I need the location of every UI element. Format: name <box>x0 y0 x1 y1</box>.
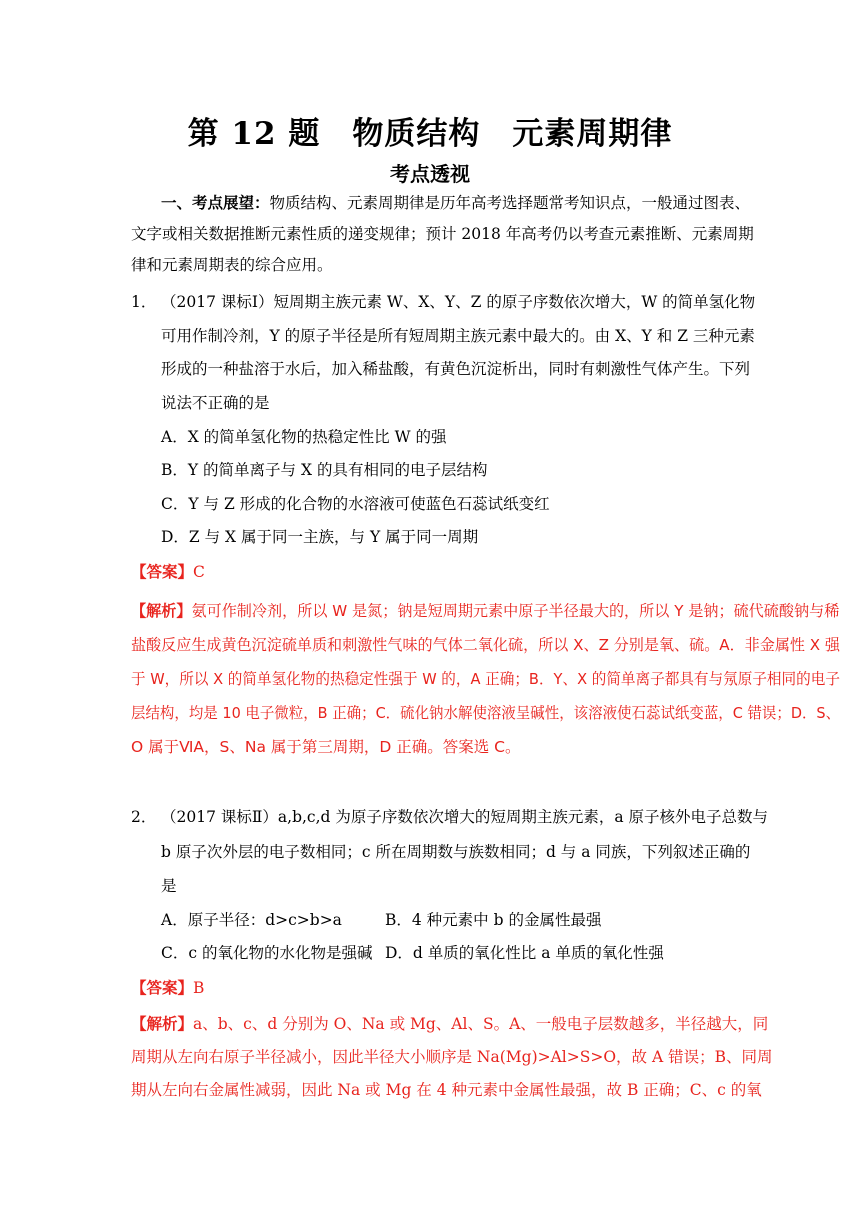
intro-line-2: 文字或相关数据推断元素性质的递变规律；预计 2018 年高考仍以考查元素推断、元素周期 <box>131 225 754 243</box>
q2-analysis-line: 期从左向右金属性减弱，因此 Na 或 Mg 在 4 种元素中金属性最强，故 B 正确；C、c 的氧 <box>131 1081 762 1099</box>
q1-stem-line: 形成的一种盐溶于水后，加入稀盐酸，有黄色沉淀析出，同时有刺激性气体产生。下列 <box>161 360 751 378</box>
q2-analysis-line: 周期从左向右原子半径减小，因此半径大小顺序是 Na(Mg)>Al>S>O，故 A 错误；B、同周 <box>131 1048 773 1066</box>
q2-number: 2． <box>131 808 157 826</box>
q1-option-d: D．Z 与 X 属于同一主族，与 Y 属于同一周期 <box>161 528 479 546</box>
page-subtitle: 考点透视 <box>390 162 470 186</box>
q2-option-d: D．d 单质的氧化性比 a 单质的氧化性强 <box>385 944 664 962</box>
q2-answer-label: 【答案】 <box>131 978 194 997</box>
q1-analysis-line: O 属于ⅥA，S、Na 属于第三周期，D 正确。答案选 C。 <box>131 738 521 756</box>
q1-option-a: A．X 的简单氢化物的热稳定性比 W 的强 <box>161 428 447 446</box>
q2-option-a: A．原子半径：d>c>b>a <box>161 911 342 929</box>
q1-analysis-line: 层结构，均是 10 电子微粒，B 正确；C．硫化钠水解使溶液呈碱性，该溶液使石蕊试纸变蓝，C 错误；D．S、 <box>131 704 841 722</box>
q1-option-b: B．Y 的简单离子与 X 的具有相同的电子层结构 <box>161 461 488 479</box>
q1-analysis-line: 盐酸反应生成黄色沉淀硫单质和刺激性气味的气体二氧化硫，所以 X、Z 分别是氧、硫。A．非金属性 X 强 <box>131 636 840 654</box>
q1-analysis-line: 于 W，所以 X 的简单氢化物的热稳定性强于 W 的，A 正确；B．Y、X 的简单离子都具有与氖原子相同的电子 <box>131 670 840 688</box>
q1-option-c: C．Y 与 Z 形成的化合物的水溶液可使蓝色石蕊试纸变红 <box>161 495 550 513</box>
q1-answer-value: C <box>193 563 205 581</box>
q1-analysis-line: 【解析】氨可作制冷剂，所以 W 是氮；钠是短周期元素中原子半径最大的，所以 Y 是钠；硫代硫酸钠与稀 <box>131 602 840 620</box>
intro-line-3: 律和元素周期表的综合应用。 <box>131 256 333 274</box>
q2-stem-line: 是 <box>161 877 177 895</box>
q1-stem-line: 说法不正确的是 <box>161 394 270 412</box>
q2-answer <box>131 979 204 998</box>
q1-answer-label: 【答案】 <box>131 562 194 581</box>
q1-number: 1． <box>131 293 157 311</box>
intro-line-1: 一、考点展望：物质结构、元素周期律是历年高考选择题常考知识点，一般通过图表、 <box>161 193 751 212</box>
q2-option-c: C．c 的氧化物的水化物是强碱 <box>161 944 373 962</box>
q1-stem-line: （2017 课标Ⅰ）短周期主族元素 W、X、Y、Z 的原子序数依次增大，W 的简单氢化物 <box>161 293 756 311</box>
q1-answer <box>131 563 205 582</box>
page-title: 第 12 题 物质结构 元素周期律 <box>187 116 673 152</box>
q1-analysis-label: 【解析】 <box>131 602 192 620</box>
q2-analysis-line: 【解析】a、b、c、d 分别为 O、Na 或 Mg、Al、S。A、一般电子层数越多，半径越大，同 <box>131 1014 769 1033</box>
intro-label: 一、考点展望： <box>161 193 270 212</box>
q2-analysis-label: 【解析】 <box>131 1014 194 1033</box>
q1-stem-line: 可用作制冷剂，Y 的原子半径是所有短周期主族元素中最大的。由 X、Y 和 Z 三种元素 <box>161 327 755 345</box>
q2-answer-value: B <box>193 979 205 997</box>
q2-stem-line: b 原子次外层的电子数相同；c 所在周期数与族数相同；d 与 a 同族，下列叙述正确的 <box>161 843 751 861</box>
q2-stem-line: （2017 课标Ⅱ）a,b,c,d 为原子序数依次增大的短周期主族元素，a 原子核外电子总数与 <box>161 808 769 826</box>
q2-option-b: B．4 种元素中 b 的金属性最强 <box>385 911 602 929</box>
